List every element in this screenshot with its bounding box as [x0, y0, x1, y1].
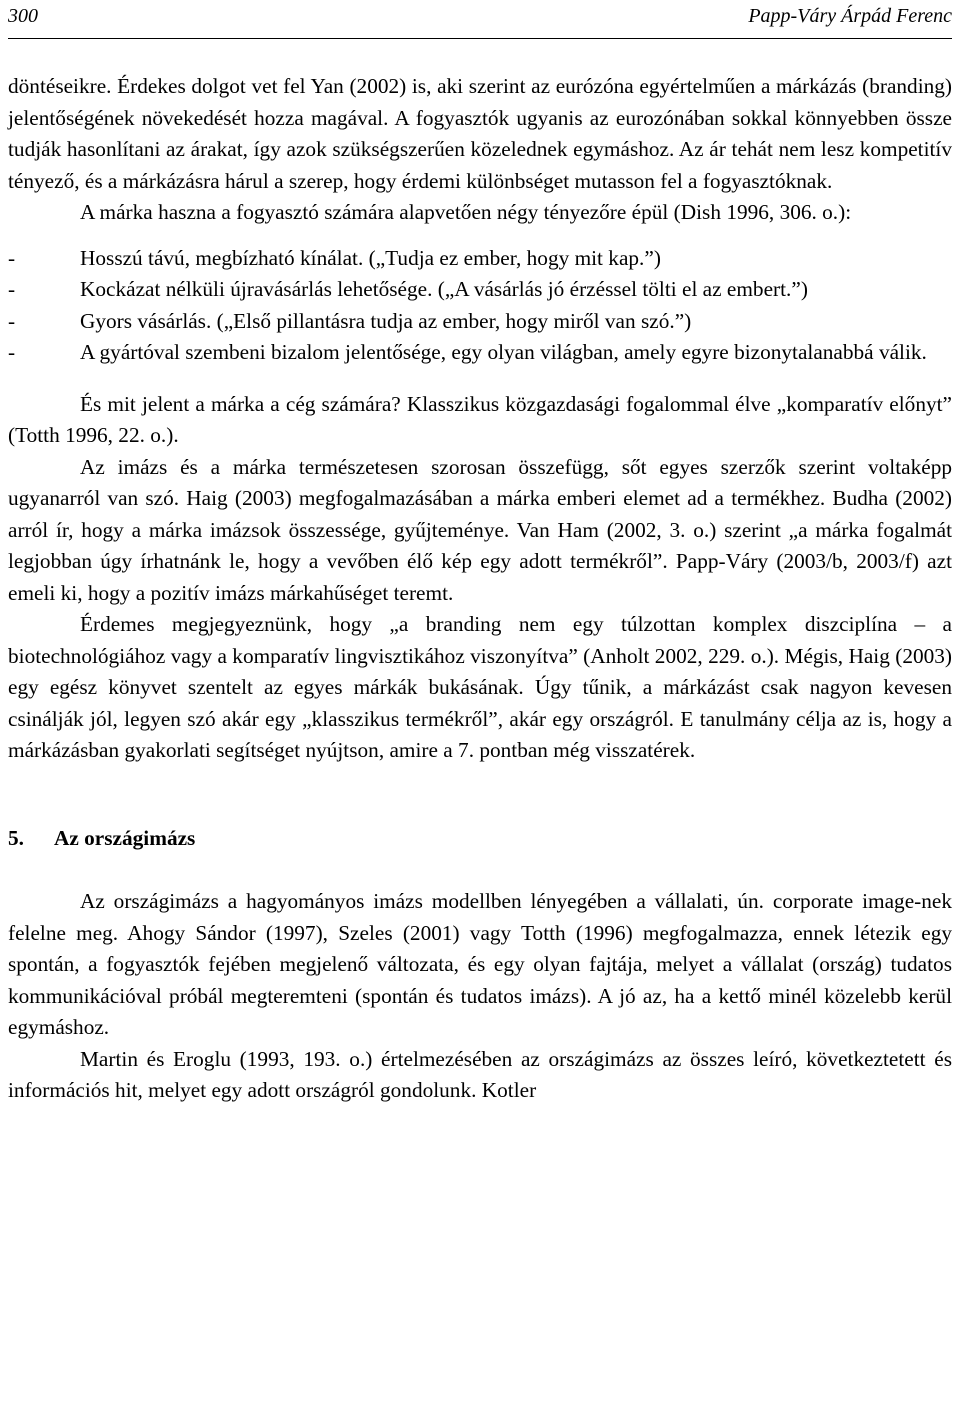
list-item-text: Hosszú távú, megbízható kínálat. („Tudja ez ember, hogy mit kap.”) [80, 245, 661, 270]
paragraph: A márka haszna a fogyasztó számára alapvetően négy tényezőre épül (Dish 1996, 306. o.): [80, 200, 852, 224]
list-item [8, 306, 952, 338]
list-dash: - [8, 308, 16, 333]
paragraph: Az imázs és a márka természetesen szorosan összefügg, sőt egyes szerzők szerint voltaképp ugyanarról van szó. Haig (2003) megfogalmazásában a márka emberi elemet ad a termékhez. Budha (2002) arról ír, hogy a márka imázsok összessége, gyűjteménye. Van Ham (2002, 3. o.) szerint „a márka fogalmát legjobban úgy írhatnánk le, hogy a vevőben élő kép egy adott termékről”. Papp-Váry (2003/b, 2003/f) azt emeli ki, hogy a pozitív imázs márkahűséget teremt. [8, 454, 952, 605]
list-item-text: Gyors vásárlás. („Első pillantásra tudja az ember, hogy miről van szó.”) [80, 308, 692, 333]
list-item [8, 274, 952, 306]
paragraph: Érdemes megjegyeznünk, hogy „a branding nem egy túlzottan komplex diszciplína – a biotechnológiához vagy a komparatív lingvisztikához viszonyítva” (Anholt 2002, 229. o.). Mégis, Haig (2003) egy egész könyvet szentelt az egyes márkák bukásának. Úgy tűnik, a márkázást csak nagyon kevesen csinálják jól, legyen szó akár egy „klasszikus termékről”, akár egy országról. E tanulmány célja az is, hogy a márkázásban gyakorlati segítséget nyújtson, amire a 7. pontban még visszatérek. [8, 612, 952, 762]
paragraph: És mit jelent a márka a cég számára? Klasszikus közgazdasági fogalommal élve „komparatív előnyt” (Totth 1996, 22. o.). [8, 391, 952, 447]
running-head-author: Papp-Váry Árpád Ferenc [748, 5, 952, 27]
list-item [8, 243, 952, 275]
paragraph: döntéseikre. Érdekes dolgot vet fel Yan (2002) is, aki szerint az eurózóna egyértelműen a márkázás (branding) jelentőségének növekedését hozza magával. A fogyasztók ugyanis az eurozónában sokkal könnyebben össze tudják hasonlítani az árakat, így azok szükségszerűen közelednek egymáshoz. Az ár tehát nem lesz kompetitív tényező, és a márkázásra hárul a szerep, hogy érdemi különbséget mutasson fel a fogyasztóknak. [8, 74, 952, 193]
document-page [8, 0, 952, 1107]
paragraph: Az országimázs a hagyományos imázs modellben lényegében a vállalati, ún. corporate image-nek felelne meg. Ahogy Sándor (1997), Szeles (2001) vagy Totth (1996) megfogalmazza, ennek létezik egy spontán, a fogyasztók fejében megjelenő változata, és egy olyan fajtája, melyet a vállalat (ország) tudatos kommunikációval próbál megteremteni (spontán és tudatos imázs). A jó az, ha a kettő minél közelebb kerül egymáshoz. [8, 889, 952, 1039]
page-body [8, 71, 952, 1107]
section-heading [8, 823, 952, 855]
benefit-list [8, 243, 952, 369]
list-item-text: A gyártóval szembeni bizalom jelentősége, egy olyan világban, amely egyre bizonytalanabbá válik. [80, 340, 927, 364]
list-dash: - [8, 340, 16, 364]
section-title: Az országimázs [54, 825, 196, 850]
list-item [8, 337, 952, 369]
list-item-text: Kockázat nélküli újravásárlás lehetősége. („A vásárlás jó érzéssel tölti el az embert.”) [80, 277, 808, 301]
page-number: 300 [8, 5, 38, 27]
section-number: 5. [8, 825, 24, 850]
list-dash: - [8, 277, 16, 301]
list-dash: - [8, 245, 16, 270]
paragraph: Martin és Eroglu (1993, 193. o.) értelmezésében az országimázs az összes leíró, következtetett és információs hit, melyet egy adott országról gondolunk. Kotler [8, 1046, 952, 1102]
page-header [8, 0, 952, 39]
